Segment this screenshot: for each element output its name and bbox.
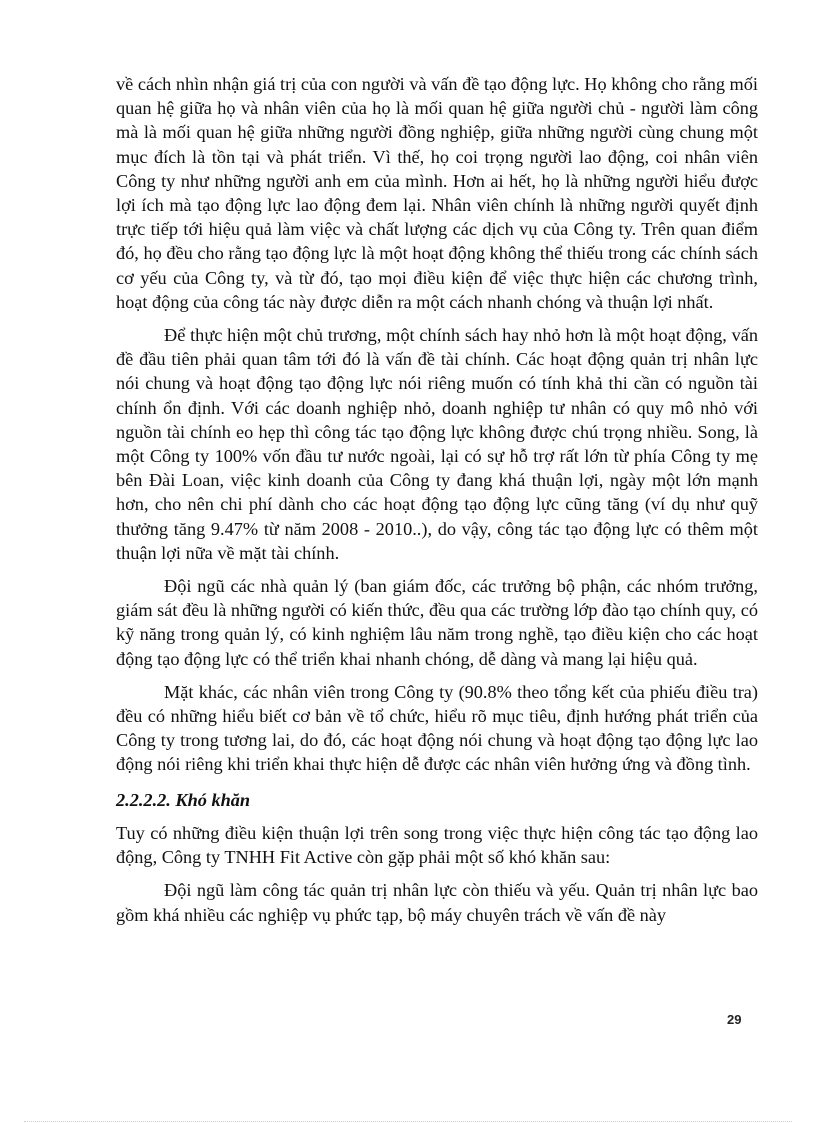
paragraph-5: Tuy có những điều kiện thuận lợi trên song trong việc thực hiện công tác tạo động lao động, Công ty TNHH Fit Active còn gặp phải một số khó khăn sau: bbox=[116, 822, 758, 868]
section-heading: 2.2.2.2. Khó khăn bbox=[116, 789, 251, 810]
page-number: 29 bbox=[727, 1012, 742, 1027]
document-page bbox=[116, 72, 758, 927]
paragraph-4: Mặt khác, các nhân viên trong Công ty (90.8% theo tổng kết của phiếu điều tra) đều có những hiểu biết cơ bản về tổ chức, hiểu rõ mục tiêu, định hướng phát triển của Công ty trong tương lai, do đó, các hoạt động nói chung và hoạt động tạo động lực lao động nói riêng khi triển khai thực hiện dễ được các nhân viên hưởng ứng và đồng tình. bbox=[116, 681, 758, 775]
paragraph-3: Đội ngũ các nhà quản lý (ban giám đốc, các trưởng bộ phận, các nhóm trưởng, giám sát đều là những người có kiến thức, đều qua các trường lớp đào tạo chính quy, có kỹ năng trong quản lý, có kinh nghiệm lâu năm trong nghề, tạo điều kiện cho các hoạt động tạo động lực có thể triển khai nhanh chóng, dễ dàng và mang lại hiệu quả. bbox=[116, 576, 758, 669]
page-bottom-divider bbox=[24, 1121, 792, 1122]
paragraph-2: Để thực hiện một chủ trương, một chính sách hay nhỏ hơn là một hoạt động, vấn đề đầu tiên phải quan tâm tới đó là vấn đề tài chính. Các hoạt động quản trị nhân lực nói chung và hoạt động tạo động lực nói riêng muốn có tính khả thi cần có nguồn tài chính ổn định. Với các doanh nghiệp nhỏ, doanh nghiệp tư nhân có quy mô nhỏ với nguồn tài chính eo hẹp thì công tác tạo động lực không được chú trọng nhiều. Song, là một Công ty 100% vốn đầu tư nước ngoài, lại có sự hỗ trợ rất lớn từ phía Công ty mẹ bên Đài Loan, việc kinh doanh của Công ty đang khá thuận lợi, ngày một lớn mạnh hơn, cho nên chi phí dành cho các hoạt động tạo động lực cũng tăng (ví dụ như quỹ thưởng tăng 9.47% từ năm 2008 - 2010..), do vậy, công tác tạo động lực có thêm một thuận lợi nữa về mặt tài chính. bbox=[116, 325, 758, 563]
paragraph-1: về cách nhìn nhận giá trị của con người và vấn đề tạo động lực. Họ không cho rằng mối quan hệ giữa họ và nhân viên của họ là mối quan hệ giữa người chủ - người làm công mà là mối quan hệ giữa những người đồng nghiệp, giữa những người cùng chung một mục đích là tồn tại và phát triển. Vì thế, họ coi trọng người lao động, coi nhân viên Công ty như những người anh em của mình. Hơn ai hết, họ là những người hiểu được lợi ích mà tạo động lực lao động đem lại. Nhân viên chính là những người quyết định trực tiếp tới hiệu quả làm việc và chất lượng các dịch vụ của Công ty. Trên quan điểm đó, họ đều cho rằng tạo động lực là một hoạt động không thể thiếu trong các chính sách cơ yếu của Công ty, và từ đó, tạo mọi điều kiện để việc thực hiện các chương trình, hoạt động của công tác này được diễn ra một cách nhanh chóng và thuận lợi nhất. bbox=[116, 74, 758, 312]
paragraph-6: Đội ngũ làm công tác quản trị nhân lực còn thiếu và yếu. Quản trị nhân lực bao gồm khá nhiều các nghiệp vụ phức tạp, bộ máy chuyên trách về vấn đề này bbox=[116, 880, 758, 925]
